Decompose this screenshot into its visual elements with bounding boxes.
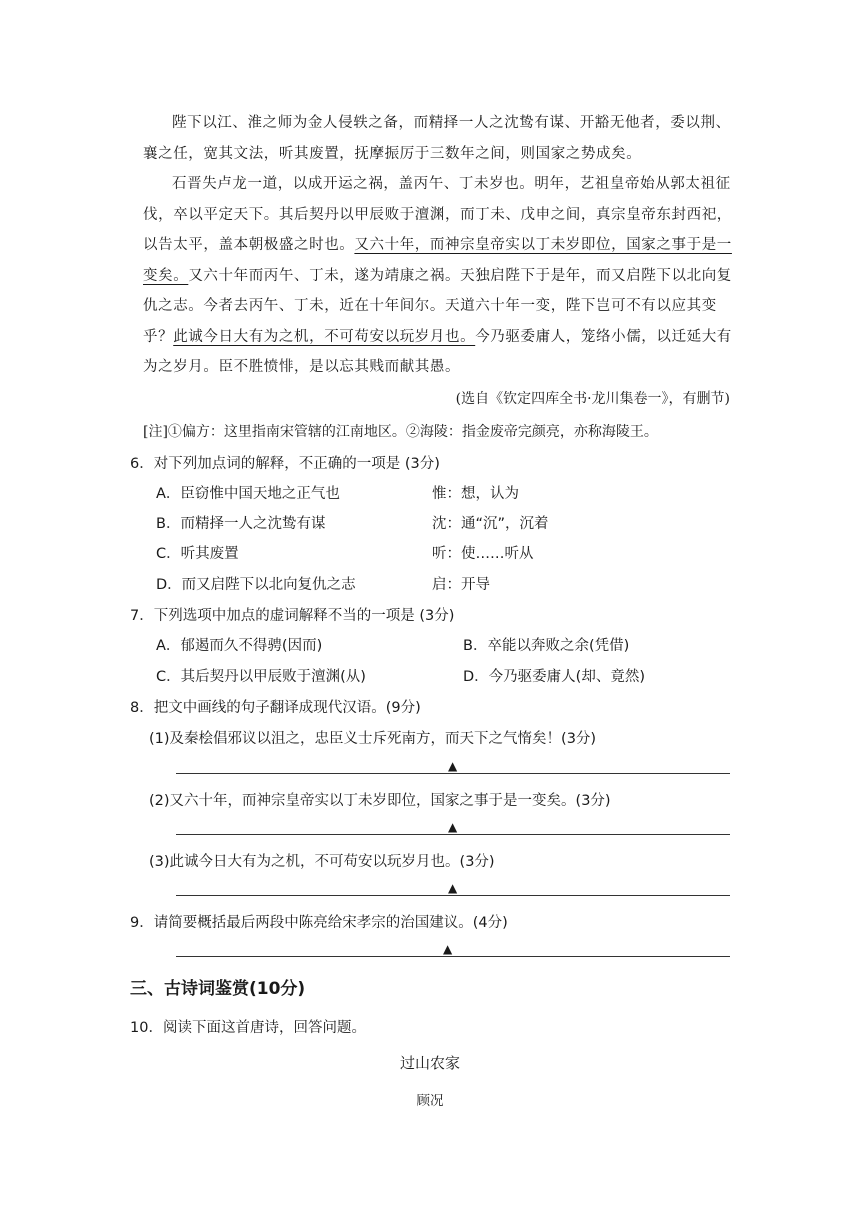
section-heading: 三、古诗词鉴赏(10分) xyxy=(130,979,306,999)
q6-option-a-gloss: 惟：想，认为 xyxy=(432,486,519,502)
passage xyxy=(143,108,733,383)
answer-marker: ▲ xyxy=(448,820,458,834)
answer-marker: ▲ xyxy=(443,942,453,956)
q6-option-c: C．听其废置 xyxy=(156,546,239,562)
q7-option-a: A．郁遏而久不得骋(因而) xyxy=(156,638,323,654)
answer-marker: ▲ xyxy=(448,881,458,895)
q8-item-2: (2)又六十年，而神宗皇帝实以丁未岁即位，国家之事于是一变矣。(3分) xyxy=(149,793,611,809)
underlined-sentence-1: 又六十年，而神宗皇帝实以丁未岁即位，国家之事于是一变矣。 xyxy=(143,237,732,284)
q6-option-d-gloss: 启：开导 xyxy=(432,577,490,593)
question-9-stem: 9．请简要概括最后两段中陈亮给宋孝宗的治国建议。(4分) xyxy=(130,915,508,931)
poem-title: 过山农家 xyxy=(399,1054,460,1072)
q6-option-d: D．而又启陛下以北向复仇之志 xyxy=(156,577,356,593)
q7-option-c: C．其后契丹以甲辰败于澶渊(从) xyxy=(156,669,366,685)
passage-text: 今乃驱委庸人，笼络小儒，以迁延大有为之岁月。臣不胜愤悱，是以忘其贱而献其愚。 xyxy=(143,328,732,375)
q8-item-1: (1)及秦桧倡邪议以沮之，忠臣义士斥死南方，而天下之气惰矣！(3分) xyxy=(149,731,597,747)
q6-option-c-gloss: 听：使……听从 xyxy=(432,546,534,562)
question-10-stem: 10．阅读下面这首唐诗，回答问题。 xyxy=(130,1020,366,1036)
passage-text: 石晋失卢龙一道，以成开运之祸，盖丙午、丁未岁也。明年，艺祖皇帝始从郭太祖征伐，卒以平定天下。其后契丹以甲辰败于澶渊，而丁未、戊申之间，真宗皇帝东封西祀，以告太平，盖本朝极盛之时也。 xyxy=(143,176,732,253)
source-citation: (选自《钦定四库全书·龙川集卷一》，有删节) xyxy=(455,391,730,407)
poem-author: 顾况 xyxy=(416,1093,444,1109)
passage-paragraph-1: 陛下以江、淮之师为金人侵轶之备，而精择一人之沈鸷有谋、开豁无他者，委以荆、襄之任，宽其文法，听其废置，抚摩振厉于三数年之间，则国家之势成矣。 xyxy=(143,115,731,162)
underlined-sentence-2: 此诚今日大有为之机，不可苟安以玩岁月也。 xyxy=(173,328,476,345)
answer-marker: ▲ xyxy=(448,759,458,773)
q6-option-b: B．而精择一人之沈鸷有谋 xyxy=(156,516,326,532)
answer-line[interactable] xyxy=(176,895,730,896)
question-7-stem: 7．下列选项中加点的虚词解释不当的一项是 (3分) xyxy=(130,608,455,624)
answer-line[interactable] xyxy=(176,773,730,774)
answer-line[interactable] xyxy=(176,834,730,835)
footnote: [注]①偏方：这里指南宋管辖的江南地区。②海陵：指金废帝完颜亮，亦称海陵王。 xyxy=(143,424,658,440)
question-8-stem: 8．把文中画线的句子翻译成现代汉语。(9分) xyxy=(130,700,421,716)
passage-paragraph-2 xyxy=(143,169,733,383)
passage-text: 又六十年而丙午、丁未，遂为靖康之祸。天独启陛下于是年，而又启陛下以北向复仇之志。今者去丙午、丁未，近在十年间尔。天道六十年一变，陛下岂可不有以应其变乎？ xyxy=(143,267,732,345)
q8-item-3: (3)此诚今日大有为之机，不可苟安以玩岁月也。(3分) xyxy=(149,854,495,870)
question-6-stem: 6．对下列加点词的解释，不正确的一项是 (3分) xyxy=(130,456,440,472)
q7-option-b: B．卒能以奔败之余(凭借) xyxy=(463,638,630,654)
q6-option-b-gloss: 沈：通“沉”，沉着 xyxy=(432,516,549,532)
answer-line[interactable] xyxy=(176,956,730,957)
q6-option-a: A．臣窃惟中国天地之正气也 xyxy=(156,486,340,502)
q7-option-d: D．今乃驱委庸人(却、竟然) xyxy=(463,669,645,685)
